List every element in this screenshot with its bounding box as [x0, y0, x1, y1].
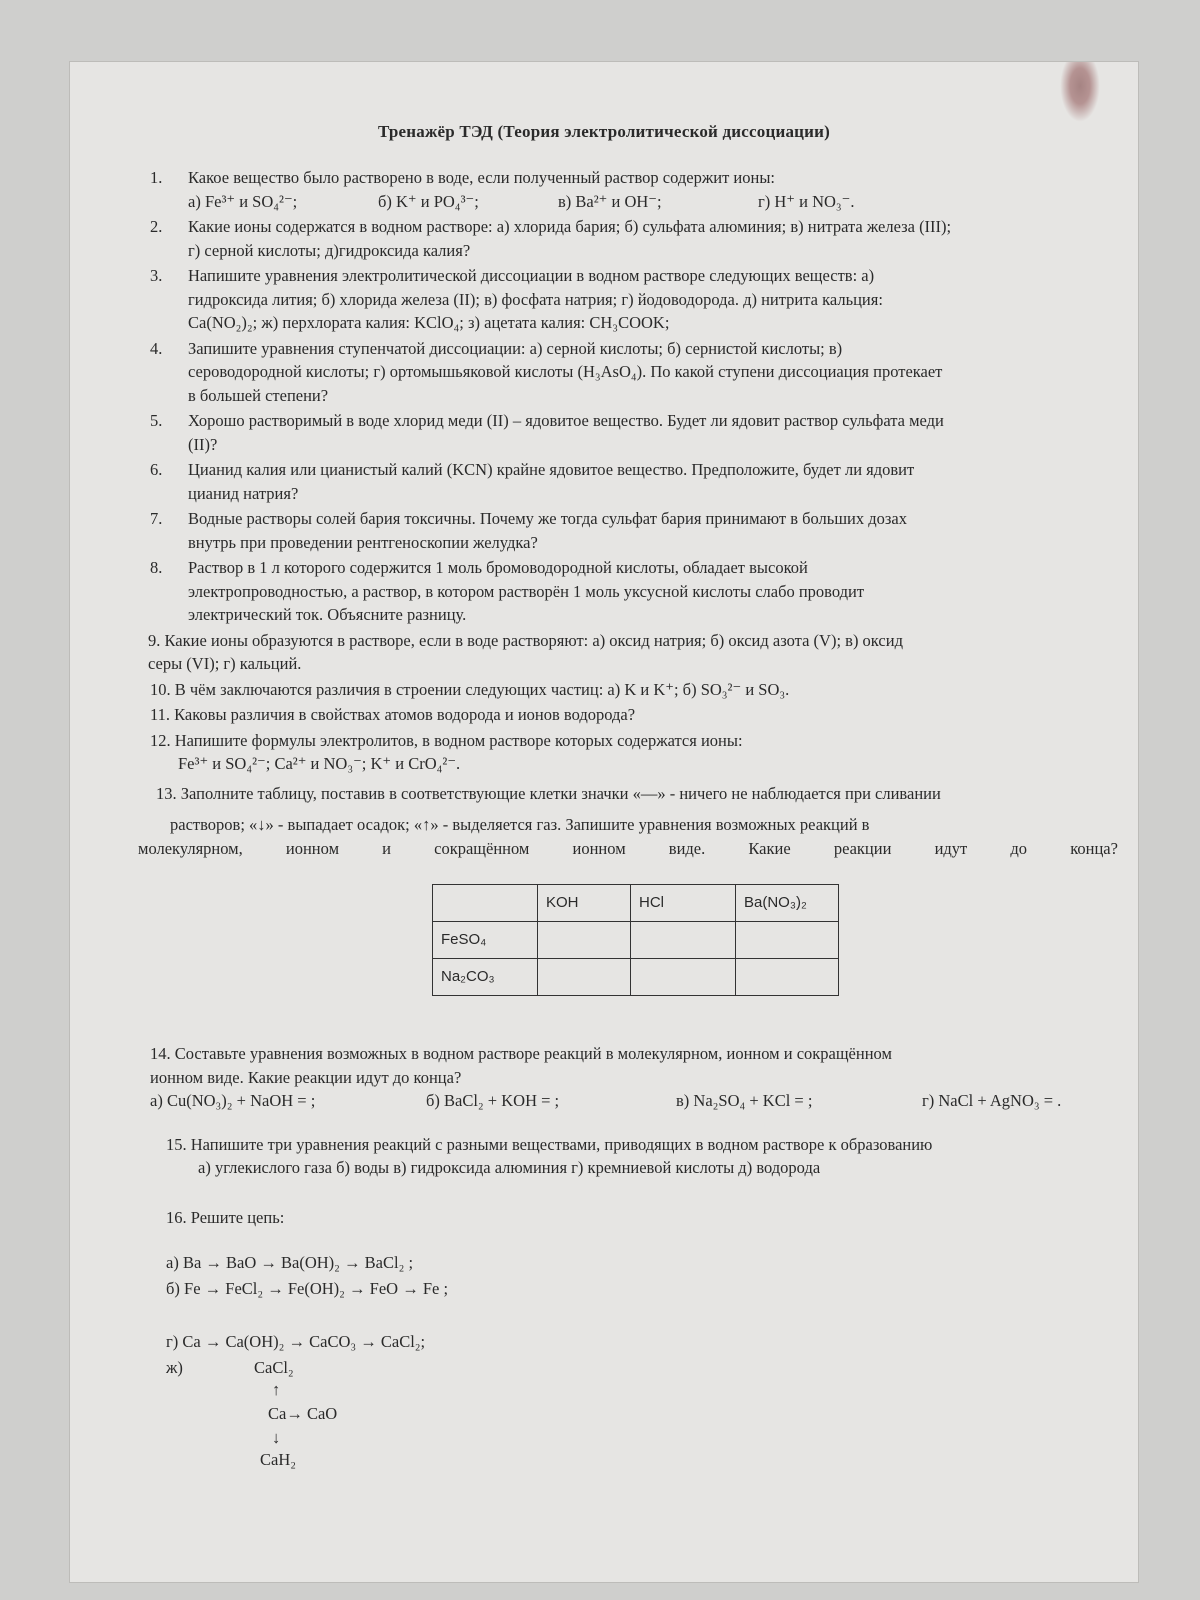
table-row [433, 959, 839, 996]
page-title: Тренажёр ТЭД (Теория электролитической диссоциации) [377, 122, 831, 141]
chain-b: б) Fe → FeCl₂ → Fe(OH)₂ → FeO → Fe ; [166, 1278, 449, 1298]
question-12: 12. Напишите формулы электролитов, в водном растворе которых содержатся ионы: Fe³⁺ и SO₄²⁻; Ca²⁺ и NO₃⁻; K⁺ и CrO₄²⁻. [150, 730, 743, 773]
question-10: 10. В чём заключаются различия в строении следующих частиц: а) K и K⁺; б) SO₃²⁻ и SO₃. [150, 679, 790, 699]
question-1-options: а) Fe³⁺ и SO₄²⁻; б) K⁺ и PO₄³⁻; в) Ba²⁺ и OH⁻; г) H⁺ и NO₃⁻. [188, 191, 855, 211]
table-cell [736, 922, 839, 959]
questions [138, 166, 1118, 1498]
question-15: 15. Напишите три уравнения реакций с разными веществами, приводящих в водном растворе к образованию а) углекислого газа б) воды в) гидроксида алюминия г) кремниевой кислоты д) водорода [166, 1134, 933, 1177]
question-3: 3. Напишите уравнения электролитической диссоциации в водном растворе следующих веществ: а) гидроксида лития; б) хлорида железа (II); в) фосфата натрия; г) йодоводорода. д) нитрита кальция: Ca(NO₂)₂; ж) перхлората калия: KClO₄; з) ацетата калия: CH₃COOK; [150, 266, 883, 332]
question-8: 8. Раствор в 1 л которого содержится 1 моль бромоводородной кислоты, обладает высокой электропроводностью, а раствор, в котором растворён 1 моль уксусной кислоты слабо проводит электрический ток. Объясните разницу. [150, 558, 865, 624]
paper-stain [1060, 62, 1100, 122]
question-14-equations: а) Cu(NO₃)₂ + NaOH = ; б) BaCl₂ + KOH = ; в) Na₂SO₄ + KCl = ; г) NaCl + AgNO₃ = . [150, 1091, 1062, 1110]
question-5: 5. Хорошо растворимый в воде хлорид меди (II) – ядовитое вещество. Будет ли ядовит раствор сульфата меди (II)? [150, 411, 944, 454]
table-header-row [433, 885, 839, 922]
reaction-table [432, 884, 839, 996]
arrow-up-icon: ↑ [272, 1379, 281, 1399]
table-header-cell: HCl [631, 885, 736, 922]
table-cell [538, 959, 631, 996]
table-row [433, 922, 839, 959]
table-cell [538, 922, 631, 959]
question-14: 14. Составьте уравнения возможных в водном растворе реакций в молекулярном, ионном и сокращённом ионном виде. Какие реакции идут до конца? а) Cu(NO₃)₂ + NaOH = ; б) BaCl₂ + KOH = ; в) Na₂SO₄ + KCl = ; г) NaCl + AgNO₃ = . [150, 1042, 1110, 1113]
table-row-header: FeSO₄ [433, 922, 538, 959]
chain-a: а) Ba → BaO → Ba(OH)₂ → BaCl₂ ; [166, 1253, 414, 1272]
chain-list [166, 1251, 1110, 1496]
question-4: 4. Запишите уравнения ступенчатой диссоциации: а) серной кислоты; б) сернистой кислоты; в) сероводородной кислоты; г) ортомышьяковой кислоты (H₃AsO₄). По какой ступени диссоциация протекает в большей степени? [150, 338, 943, 405]
arrow-down-icon: ↓ [272, 1427, 281, 1447]
question-2: 2. Какие ионы содержатся в водном растворе: а) хлорида бария; б) сульфата алюминия; в) нитрата железа (III); г) серной кислоты; д)гидроксида калия? [150, 217, 952, 260]
table-corner-cell [433, 885, 538, 922]
table-header-cell: Ba(NO₃)₂ [736, 885, 839, 922]
table-row-header: Na₂CO₃ [433, 959, 538, 996]
question-13-line3: молекулярном, ионном и сокращённом ионном виде. Какие реакции идут до конца? [138, 838, 1118, 858]
question-16: 16. Решите цепь: а) Ba → BaO → Ba(OH)₂ → BaCl₂ ; б) Fe → FeCl₂ → Fe(OH)₂ → FeO → Fe ; г) Ca → Ca(OH)₂ → CaCO₃ → CaCl₂; ж) CaCl₂ ↑ Ca→ CaO ↓ CaH₂ [150, 1206, 1110, 1496]
table-cell [631, 922, 736, 959]
question-13: 13. Заполните таблицу, поставив в соответствующие клетки значки «—» - ничего не наблюдается при сливании растворов; «↓» - выпадает осадок; «↑» - выделяется газ. Запишите уравнения возможных реакций в молекулярном, ионном и сокращённом ионном виде. Какие реакции идут до конца? KOH HCl Ba(NO₃)₂ FeSO₄ Na₂CO₃ [150, 782, 1110, 997]
chain-zh-tree: ж) CaCl₂ ↑ Ca→ CaO ↓ CaH₂ [166, 1357, 338, 1469]
question-9: 9. Какие ионы образуются в растворе, если в воде растворяют: а) оксид натрия; б) оксид азота (V); в) оксид серы (VI); г) кальций. [148, 630, 903, 673]
question-6: 6. Цианид калия или цианистый калий (KCN) крайне ядовитое вещество. Предположите, будет ли ядовит цианид натрия? [150, 460, 915, 503]
question-11: 11. Каковы различия в свойствах атомов водорода и ионов водорода? [150, 705, 636, 724]
worksheet-page [70, 62, 1138, 1582]
table-cell [631, 959, 736, 996]
chain-g: г) Ca → Ca(OH)₂ → CaCO₃ → CaCl₂; [166, 1332, 426, 1351]
question-7: 7. Водные растворы солей бария токсичны. Почему же тогда сульфат бария принимают в больших дозах внутрь при проведении рентгеноскопии желудка? [150, 509, 907, 552]
table-header-cell: KOH [538, 885, 631, 922]
table-cell [736, 959, 839, 996]
question-1: 1. Какое вещество было растворено в воде, если полученный раствор содержит ионы: а) Fe³⁺ и SO₄²⁻; б) K⁺ и PO₄³⁻; в) Ba²⁺ и OH⁻; г) H⁺ и NO₃⁻. [150, 166, 1110, 213]
